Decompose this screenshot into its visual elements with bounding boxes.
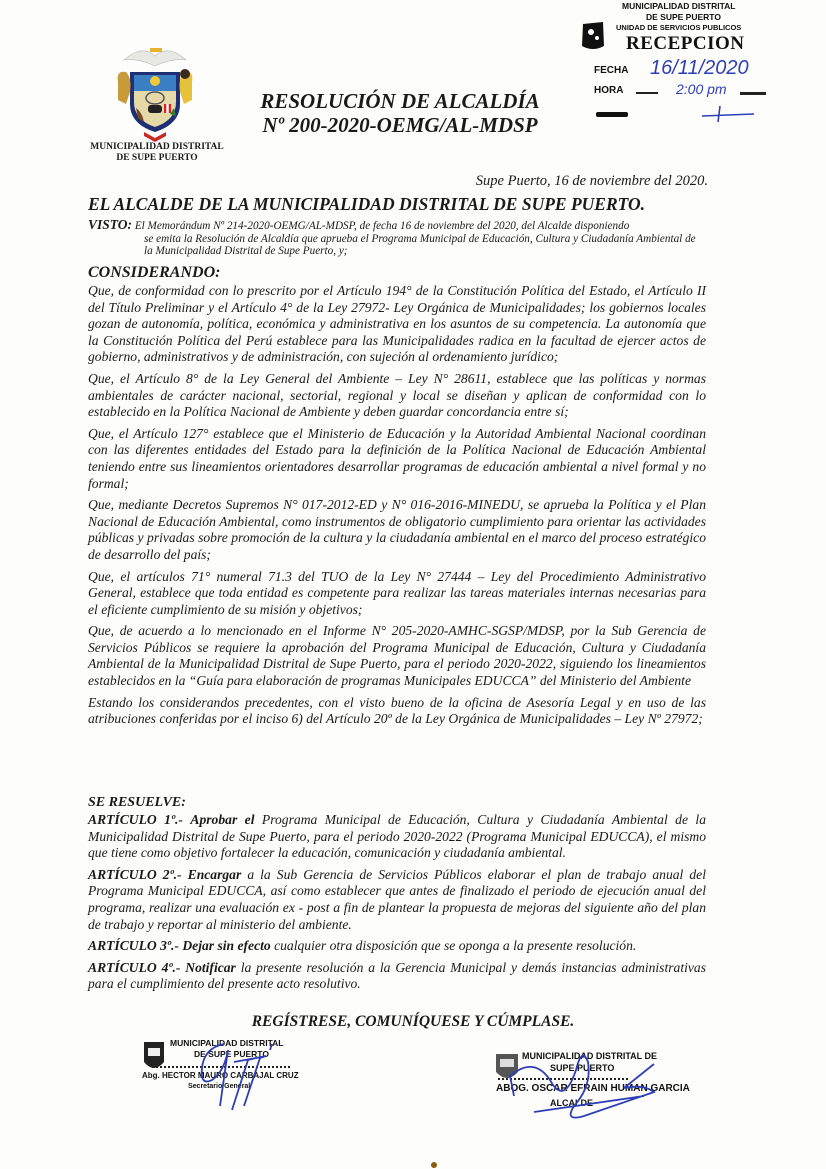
article-3-verb: Dejar sin efecto <box>182 938 271 954</box>
signature-block-mayor <box>494 1046 690 1136</box>
considerando-paragraph-2: Que, el Artículo 8° de la Ley General del Ambiente – Ley N° 28611, establece que las políticas y normas ambientales de carácter nacional, sectorial, regional y local se diseñan y aplican de conformidad con lo establecido en la Política Nacional de Ambiente y deben guardar concordancia entre sí; <box>88 370 706 420</box>
municipality-line1: MUNICIPALIDAD DISTRITAL <box>90 142 224 152</box>
visto-line1: El Memorándum Nº 214-2020-OEMG/AL-MDSP, de fecha 16 de noviembre del 2020, del Alcalde disponiendo <box>134 220 630 232</box>
se-resuelve-heading: SE RESUELVE: <box>88 795 186 810</box>
visto-label: VISTO: <box>88 217 133 232</box>
stamp-fecha-value: 16/11/2020 <box>650 57 749 79</box>
left-seal-line2: DE SUPE PUERTO <box>194 1049 269 1059</box>
left-seal-line1: MUNICIPALIDAD DISTRITAL <box>170 1038 284 1048</box>
considerando-paragraph-6: Que, de acuerdo a lo mencionado en el Informe N° 205-2020-AMHC-SGSP/MDSP, por la Sub Gerencia de Servicios Públicos se requiere la aprobación del Programa Municipal de Educación, Cultura y Ciudadanía Ambiental de la Municipalidad Distrital de Supe Puerto, para el periodo 2020-2022, siguiendo los lineamientos establecidos en la “Guía para elaboración de programas Municipales EDUCCA” del Ministerio del Ambiente <box>88 623 706 689</box>
article-1-label: ARTÍCULO 1º.- <box>88 812 183 827</box>
article-1 <box>88 812 706 862</box>
considerando-paragraph-1: Que, de conformidad con lo prescrito por el Artículo 194° de la Constitución Política del Estado, el Artículo II del Título Preliminar y el Artículo 4° de la Ley 27972- Ley Orgánica de Municipalidades; los gobiernos locales gozan de autonomía, política, económica y administrativa en los asuntos de su competencia. La autonomía que la Constitución Política del Perú establece para las Municipalidades radica en la facultad de ejercer actos de gobierno, administrativos y de administración, con sujeción al ordenamiento jurídico; <box>88 283 706 365</box>
article-4-label: ARTÍCULO 4º.- <box>88 959 181 975</box>
left-signer-name: Abg. HECTOR MAURO CARBAJAL CRUZ <box>142 1071 299 1080</box>
article-2-text: a la Sub Gerencia de Servicios Públicos elaborar el plan de trabajo anual del Programa Municipal EDUCCA, así como establecer que antes de finalizado el periodo de ejecución anual del programa, realizar una evaluación ex - post a fin de plantear la propuesta de mejoras del siguiente año del plan de trabajo y reportar al ministerio del ambiente. <box>88 866 706 932</box>
resolve-body <box>88 812 706 998</box>
issuing-authority: EL ALCALDE DE LA MUNICIPALIDAD DISTRITAL DE SUPE PUERTO. <box>88 194 646 214</box>
article-1-text: Programa Municipal de Educación, Cultura y Ciudadanía Ambiental de la Municipalidad Distrital de Supe Puerto, para el periodo 2020-2022 (Programa Municipal EDUCCA), el mismo que tiene como objetivo fortalecer la educación, comunicación y ciudadanía ambiental. <box>88 812 706 861</box>
visto-rest: se emita la Resolución de Alcaldía que aprueba el Programa Municipal de Educación, Cultura y Ciudadanía Ambiental de la Municipalidad Distrital de Supe Puerto, y; <box>144 232 696 258</box>
considerando-paragraph-4: Que, mediante Decretos Supremos N° 017-2012-ED y N° 016-2016-MINEDU, se aprueba la Política y el Plan Nacional de Educación Ambiental, como instrumentos de obligatorio cumplimiento para orientar las actividades públicas y privadas sobre promoción de la cultura y la ciudadanía ambiental en el marco del proceso estratégico de desarrollo del país; <box>88 497 706 562</box>
page-mark-dot <box>431 1162 437 1168</box>
stamp-heading: RECEPCION <box>626 33 745 54</box>
stamp-hora-value: 2:00 pm <box>676 81 727 97</box>
considerando-heading: CONSIDERANDO: <box>88 264 221 281</box>
stamp-initials-signature <box>698 102 758 124</box>
municipality-line2: DE SUPE PUERTO <box>116 153 198 163</box>
stamp-hora-label: HORA <box>594 85 624 96</box>
resolution-title <box>230 89 570 137</box>
article-3 <box>88 938 706 955</box>
closing-formula: REGÍSTRESE, COMUNÍQUESE Y CÚMPLASE. <box>251 1013 575 1030</box>
article-3-label: ARTÍCULO 3º.- <box>88 938 179 954</box>
article-2 <box>88 867 706 933</box>
stamp-seal-icon <box>580 20 606 52</box>
article-4-text: la presente resolución a la Gerencia Municipal y demás instancias administrativas para el cumplimiento del presente acto resolutivo. <box>88 959 707 992</box>
right-signer-name: ABOG. OSCAR EFRAIN HUMAN GARCIA <box>496 1083 690 1094</box>
considerando-body <box>88 283 706 733</box>
visto-section <box>88 219 704 258</box>
article-4-verb: Notificar <box>185 959 236 975</box>
right-handwritten-signature <box>494 1036 674 1126</box>
article-3-text: cualquier otra disposición que se oponga a la presente resolución. <box>274 938 637 954</box>
municipality-name <box>82 142 232 164</box>
considerando-paragraph-3: Que, el Artículo 127° establece que el Ministerio de Educación y la Autoridad Ambiental Nacional coordinan con las diferentes entidades del Estado para la definición de la Política Nacional de Educación Ambiental teniendo entre sus lineamientos orientadores desarrollar programas de educación ambiental a nivel formal y no formal; <box>88 425 706 491</box>
right-seal-line2: SUPE PUERTO <box>550 1063 615 1073</box>
issue-date: Supe Puerto, 16 de noviembre del 2020. <box>475 173 708 189</box>
municipal-crest-logo <box>112 42 198 142</box>
seal-crest-icon <box>142 1040 166 1074</box>
stamp-line2: DE SUPE PUERTO <box>646 12 721 22</box>
title-line1: RESOLUCIÓN DE ALCALDÍA <box>260 89 540 113</box>
article-2-verb: Encargar <box>187 866 242 882</box>
signature-block-secretary <box>138 1036 318 1120</box>
article-1-verb: Aprobar el <box>190 812 255 827</box>
right-signer-role: ALCALDE <box>550 1098 593 1108</box>
reception-stamp <box>580 0 790 128</box>
right-seal-line1: MUNICIPALIDAD DISTRITAL DE <box>522 1051 657 1061</box>
left-signer-role: Secretario General <box>188 1083 251 1090</box>
article-2-label: ARTÍCULO 2º.- <box>88 866 182 882</box>
stamp-line3: UNIDAD DE SERVICIOS PUBLICOS <box>616 23 742 32</box>
stamp-fecha-label: FECHA <box>594 65 629 76</box>
considerando-paragraph-7: Estando los considerandos precedentes, con el visto bueno de la oficina de Asesoría Legal y en uso de las atribuciones conferidas por el inciso 6) del Artículo 20º de la Ley Orgánica de Municipalidades – Ley Nº 27972; <box>88 694 706 727</box>
considerando-paragraph-5: Que, el artículos 71° numeral 71.3 del TUO de la Ley N° 27444 – Ley del Procedimiento Administrativo General, establece que toda entidad es competente para realizar las tareas materiales internas necesarias para el eficiente cumplimiento de su misión y objetivos; <box>88 568 706 617</box>
article-4 <box>88 960 706 993</box>
stamp-line1: MUNICIPALIDAD DISTRITAL <box>622 1 736 11</box>
title-number: Nº 200-2020-OEMG/AL-MDSP <box>262 113 538 137</box>
